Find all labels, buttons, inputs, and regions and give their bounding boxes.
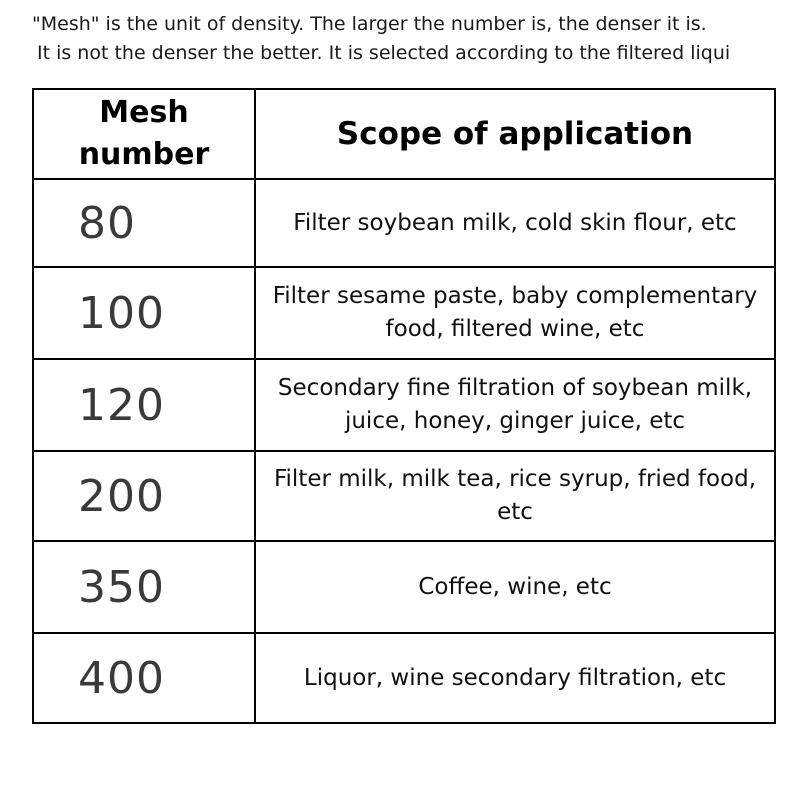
- table-row: [33, 359, 775, 451]
- table-row: [33, 633, 775, 723]
- table-row: [33, 179, 775, 267]
- intro-text: [32, 10, 800, 68]
- scope-cell: [255, 451, 775, 541]
- mesh-table: [32, 88, 776, 724]
- scope-line-1: Liquor, wine secondary filtration, etc: [303, 664, 727, 691]
- intro-line-1: "Mesh" is the unit of density. The larger the number is, the denser it is.: [32, 13, 707, 35]
- mesh-value: 100: [33, 267, 255, 359]
- scope-line-1: Filter sesame paste, baby complementary: [272, 283, 758, 309]
- scope-line-2: juice, honey, ginger juice, etc: [344, 408, 686, 434]
- mesh-header-line-1: Mesh: [99, 95, 189, 130]
- mesh-number-header: [33, 89, 255, 179]
- scope-cell: [255, 633, 775, 723]
- intro-line-2: It is not the denser the better. It is selected according to the filtered liqui: [37, 42, 731, 64]
- table-row: [33, 267, 775, 359]
- scope-cell: [255, 359, 775, 451]
- mesh-value: 400: [33, 633, 255, 723]
- scope-line-1: Filter soybean milk, cold skin flour, etc: [293, 209, 737, 236]
- scope-line-1: Coffee, wine, etc: [418, 573, 612, 600]
- scope-line-1: Secondary fine filtration of soybean milk,: [277, 375, 753, 401]
- mesh-value: 80: [33, 179, 255, 267]
- scope-cell: [255, 541, 775, 633]
- mesh-header-line-2: number: [78, 137, 210, 172]
- scope-line-2: etc: [497, 499, 533, 525]
- mesh-value: 350: [33, 541, 255, 633]
- table-body: [33, 179, 775, 723]
- table-header: [33, 89, 775, 179]
- scope-cell: [255, 267, 775, 359]
- header-row: [33, 89, 775, 179]
- mesh-value: 120: [33, 359, 255, 451]
- scope-cell: [255, 179, 775, 267]
- table-row: [33, 541, 775, 633]
- scope-line-1: Filter milk, milk tea, rice syrup, fried food,: [273, 466, 757, 492]
- scope-header: Scope of application: [255, 89, 775, 179]
- table-row: [33, 451, 775, 541]
- mesh-value: 200: [33, 451, 255, 541]
- scope-line-2: food, filtered wine, etc: [385, 316, 645, 342]
